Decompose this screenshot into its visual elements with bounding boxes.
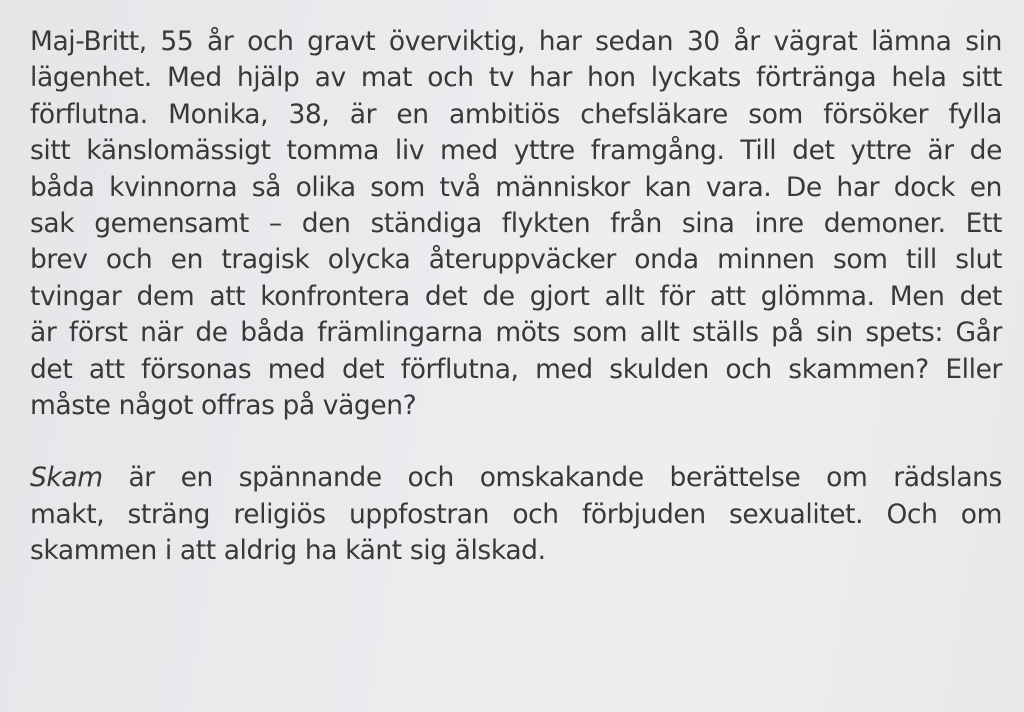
text-line: det att försonas med det förflutna, med skulden och skammen? Eller: [30, 353, 1002, 385]
text-line: sak gemensamt – den ständiga flykten från sina inre demoner. Ett: [30, 207, 1002, 239]
paragraph-synopsis: [30, 24, 1002, 424]
text-fragment: är en spännande och omskakande berättelse om rädslans: [102, 462, 1002, 494]
text-line: tvingar dem att konfrontera det de gjort allt för att glömma. Men det: [30, 280, 1002, 312]
text-line: lägenhet. Med hjälp av mat och tv har hon lyckats förtränga hela sitt: [30, 62, 1002, 94]
text-line: skammen i att aldrig ha känt sig älskad.: [30, 535, 546, 567]
text-line: brev och en tragisk olycka återuppväcker onda minnen som till slut: [30, 244, 1002, 276]
book-title: Skam: [30, 462, 103, 494]
text-line: är först när de båda främlingarna möts som allt ställs på sin spets: Går: [30, 317, 1002, 349]
text-line: måste något offras på vägen?: [30, 389, 417, 421]
text-line: makt, sträng religiös uppfostran och förbjuden sexualitet. Och om: [30, 498, 1002, 530]
text-line: båda kvinnorna så olika som två människor kan vara. De har dock en: [30, 171, 1002, 203]
text-line: förflutna. Monika, 38, är en ambitiös chefsläkare som försöker fylla: [30, 98, 1002, 130]
paragraph-description: [30, 460, 1002, 569]
text-line: [30, 460, 1002, 496]
text-line: Maj-Britt, 55 år och gravt överviktig, har sedan 30 år vägrat lämna sin: [30, 26, 1002, 57]
blurb-text: [30, 24, 1002, 569]
text-line: sitt känslomässigt tomma liv med yttre framgång. Till det yttre är de: [30, 135, 1002, 167]
